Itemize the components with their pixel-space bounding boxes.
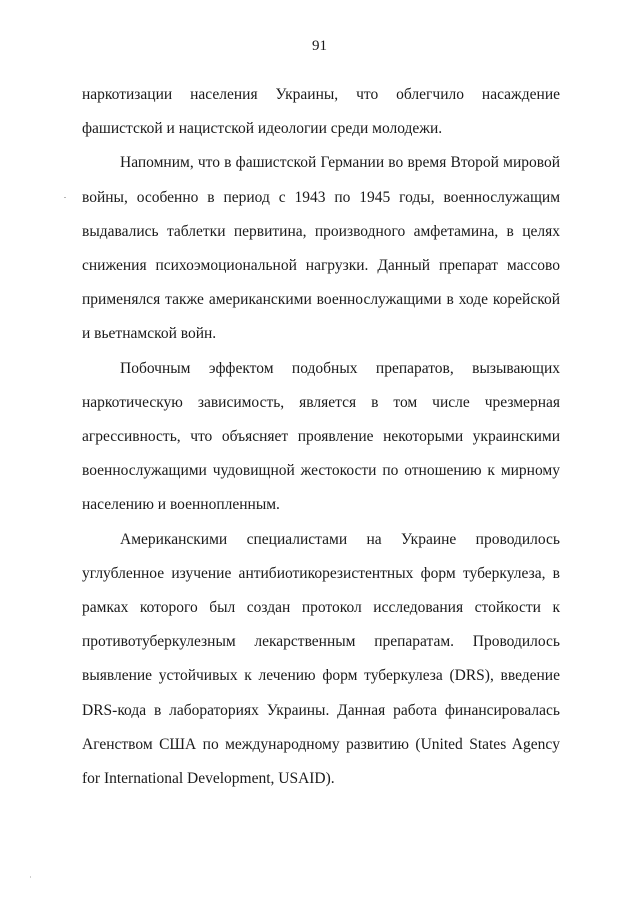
- scan-speck: [30, 876, 31, 878]
- paragraph-side-effects: Побочным эффектом подобных препаратов, вызывающих наркотическую зависимость, является в том числе чрезмерная агрессивность, что объясняет проявление некоторыми украинскими военнослужащими чудовищной жестокости по отношению к мирному населению и военнопленным.: [82, 359, 560, 514]
- paragraph-continuation: наркотизации населения Украины, что облегчило насаждение фашистской и нацистской идеологии среди молодежи.: [82, 86, 560, 138]
- scan-speck: [64, 197, 66, 198]
- paragraph-tuberculosis: Американскими специалистами на Украине проводилось углубленное изучение антибиотикорезистентных форм туберкулеза, в рамках которого был создан протокол исследования стойкости к противотуберкулезным лекарственным препаратам. Проводилось выявление устойчивых к лечению форм туберкулеза (DRS), введение DRS-кода в лабораториях Украины. Данная работа финансировалась Агенством США по международному развитию (United States Agency for International Development, USAID).: [82, 530, 560, 788]
- page-number: 91: [312, 38, 327, 54]
- paragraph-pervitin: Напомним, что в фашистской Германии во время Второй мировой войны, особенно в период с 1943 по 1945 годы, военнослужащим выдавались таблетки первитина, производного амфетамина, в целях снижения психоэмоциональной нагрузки. Данный препарат массово применялся также американскими военнослужащими в ходе корейской и вьетнамской войн.: [82, 154, 560, 343]
- body-text: [82, 78, 560, 796]
